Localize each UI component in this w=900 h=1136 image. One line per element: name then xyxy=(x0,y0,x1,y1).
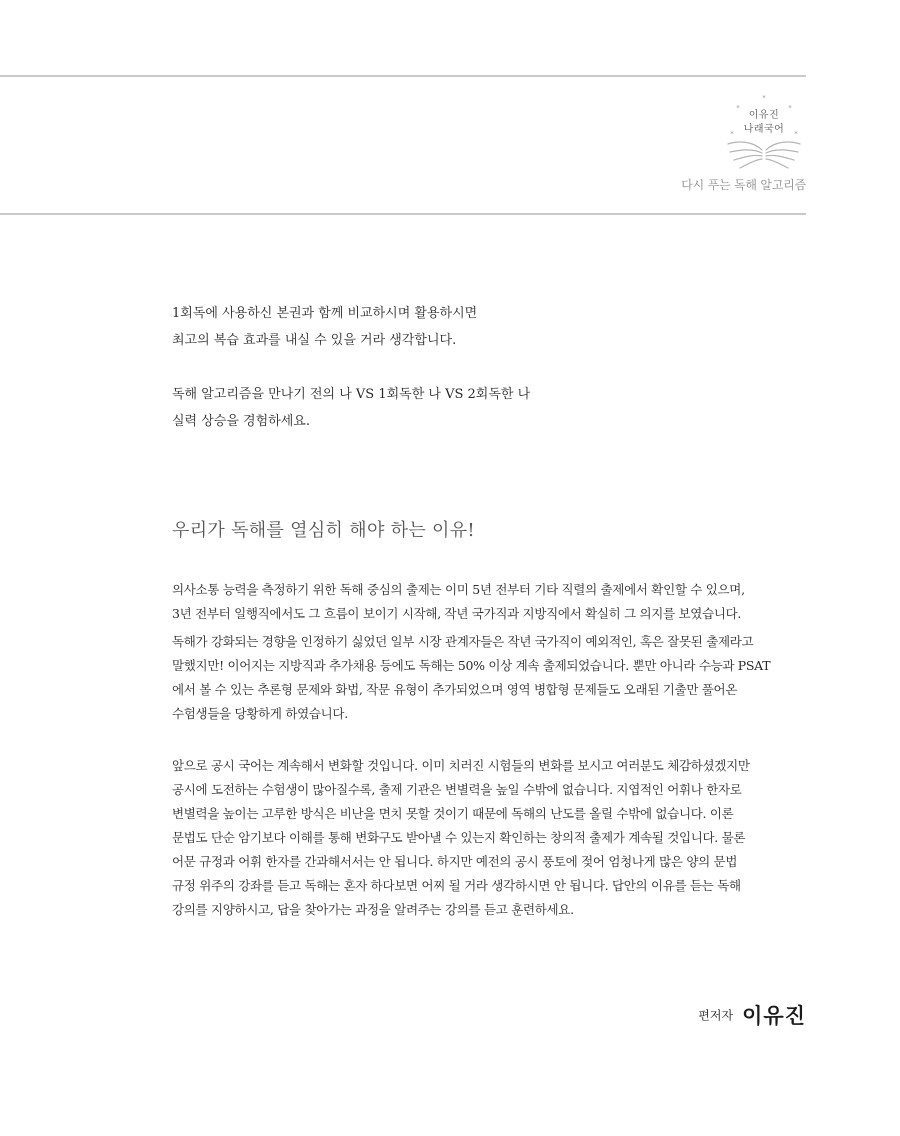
header-top-rule xyxy=(0,75,806,77)
body-line: 문법도 단순 암기보다 이해를 통해 변화구도 받아낼 수 있는지 확인하는 창의적 출제가 계속될 것입니다. 물론 xyxy=(172,830,746,845)
body-line: 의사소통 능력을 측정하기 위한 독해 중심의 출제는 이미 5년 전부터 기타 직렬의 출제에서 확인할 수 있으며, xyxy=(172,582,745,597)
body-line: 말했지만! 이어지는 지방직과 추가채용 등에도 독해는 50% 이상 계속 출제되었습니다. 뿐만 아니라 수능과 PSAT xyxy=(172,658,771,673)
svg-text:*: * xyxy=(736,104,740,112)
body-line: 수험생들을 당황하게 하였습니다. xyxy=(172,706,348,721)
author-role: 편저자 xyxy=(698,1008,734,1023)
svg-text:*: * xyxy=(762,94,766,102)
body-line: 3년 전부터 일행직에서도 그 흐름이 보이기 시작해, 작년 국가직과 지방직에서 확실히 그 의지를 보였습니다. xyxy=(172,606,742,621)
brand-logo xyxy=(722,88,806,178)
section-heading: 우리가 독해를 열심히 해야 하는 이유! xyxy=(172,520,475,541)
intro-line: 실력 상승을 경험하세요. xyxy=(172,414,310,429)
section-body xyxy=(172,578,808,922)
author-name: 이유진 xyxy=(742,1004,806,1028)
intro-block xyxy=(172,300,732,435)
author-signature xyxy=(698,1000,806,1030)
body-line: 변별력을 높이는 고루한 방식은 비난을 면치 못할 것이기 때문에 독해의 난도를 올릴 수밖에 없습니다. 이론 xyxy=(172,806,734,821)
svg-text:*: * xyxy=(794,130,798,138)
book-tagline: 다시 푸는 독해 알고리즘 xyxy=(681,178,806,192)
body-line: 에서 볼 수 있는 추론형 문제와 화법, 작문 유형이 추가되었으며 영역 병합형 문제들도 오래된 기출만 풀어온 xyxy=(172,682,738,697)
body-line: 강의를 지양하시고, 답을 찾아가는 과정을 알려주는 강의를 듣고 훈련하세요. xyxy=(172,902,574,917)
logo-name: 이유진 xyxy=(748,110,780,121)
intro-line: 1회독에 사용하신 본권과 함께 비교하시며 활용하시면 xyxy=(172,306,478,321)
body-line: 앞으로 공시 국어는 계속해서 변화할 것입니다. 이미 치러진 시험들의 변화를 보시고 여러분도 체감하셨겠지만 xyxy=(172,758,750,773)
body-line: 규정 위주의 강좌를 듣고 독해는 혼자 하다보면 어찌 될 거라 생각하시면 안 됩니다. 답안의 이유를 듣는 독해 xyxy=(172,878,741,893)
intro-line: 최고의 복습 효과를 내실 수 있을 거라 생각합니다. xyxy=(172,333,457,348)
intro-line: 독해 알고리즘을 만나기 전의 나 VS 1회독한 나 VS 2회독한 나 xyxy=(172,387,531,402)
body-line: 독해가 강화되는 경향을 인정하기 싫었던 일부 시장 관계자들은 작년 국가직이 예외적인, 혹은 잘못된 출제라고 xyxy=(172,634,754,649)
header-bottom-rule xyxy=(0,213,806,215)
body-line: 공시에 도전하는 수험생이 많아질수록, 출제 기관은 변별력을 높일 수밖에 없습니다. 지엽적인 어휘나 한자로 xyxy=(172,782,742,797)
svg-text:*: * xyxy=(788,104,792,112)
svg-text:*: * xyxy=(730,130,734,138)
body-line: 어문 규정과 어휘 한자를 간과해서서는 안 됩니다. 하지만 예전의 공시 풍토에 젖어 엄청나게 많은 양의 문법 xyxy=(172,854,738,869)
logo-brand: 나래국어 xyxy=(743,124,785,135)
